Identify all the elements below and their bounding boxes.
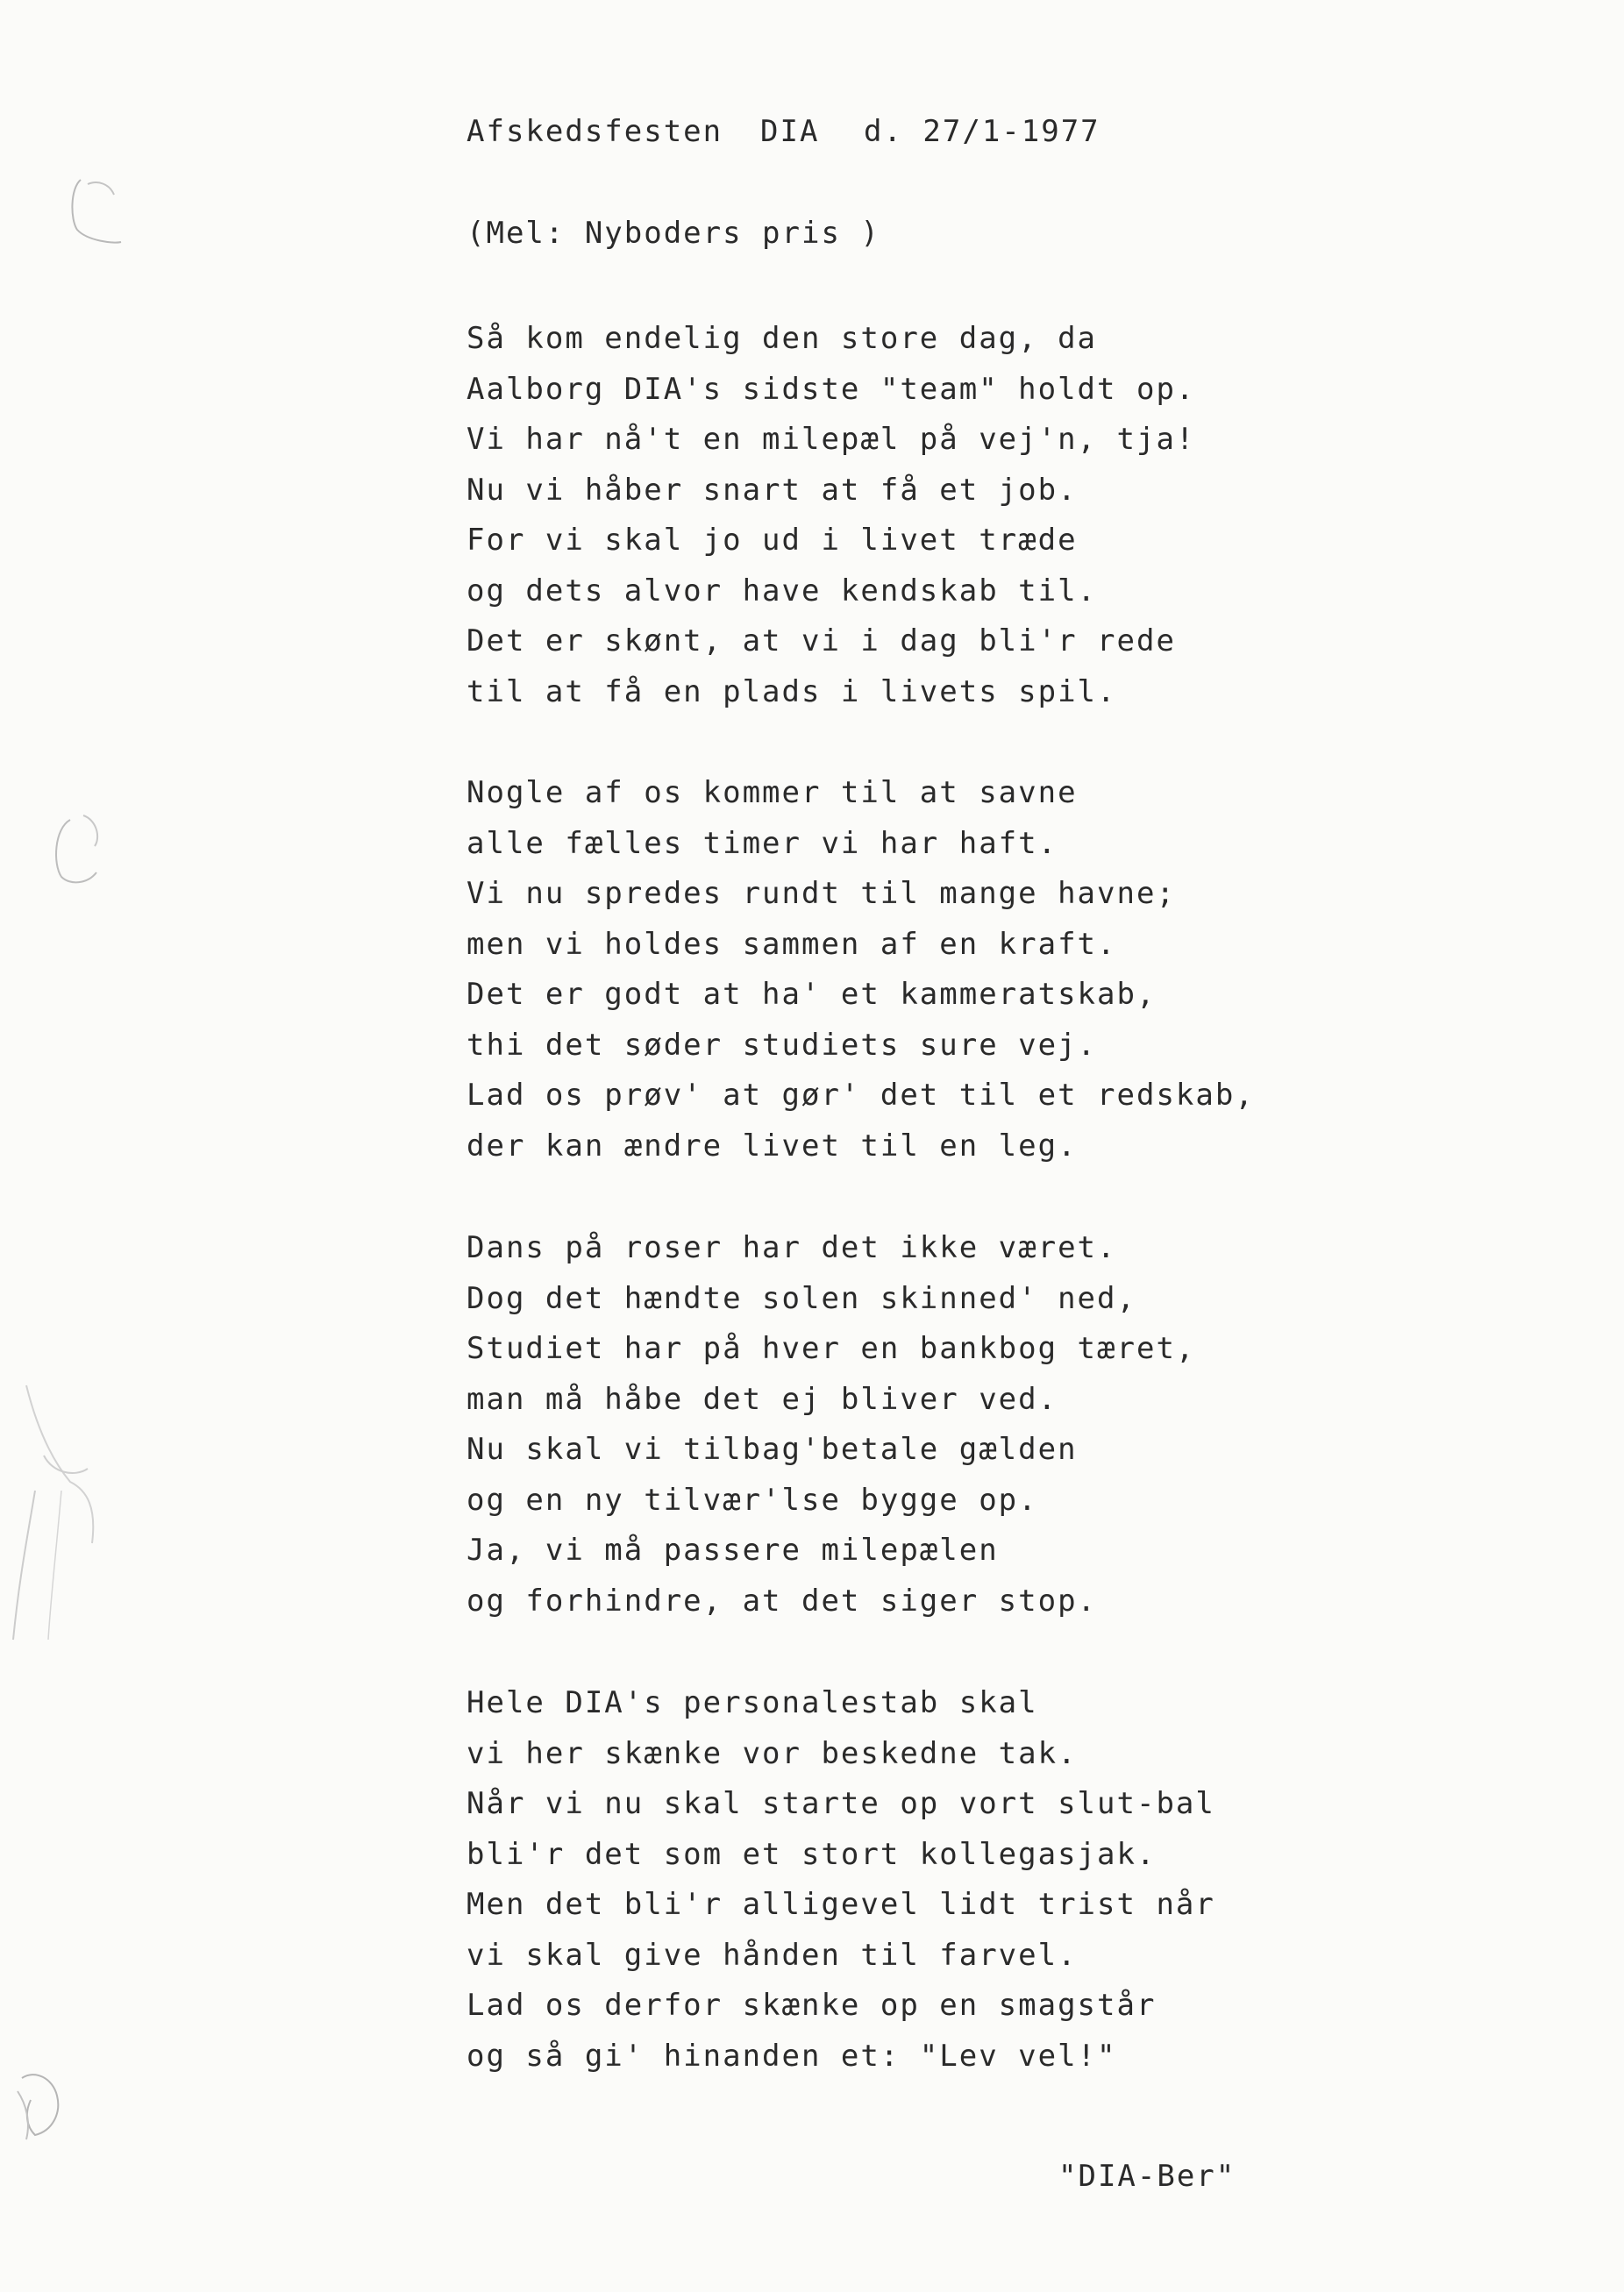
stanza-line: thi det søder studiets sure vej. — [467, 1027, 1098, 1063]
document-header — [467, 114, 1100, 149]
stanza-line: Dans på roser har det ikke været. — [467, 1230, 1117, 1265]
stanza-line: Nogle af os kommer til at savne — [467, 775, 1078, 810]
stanza-line: Vi nu spredes rundt til mange havne; — [467, 876, 1176, 911]
stanza-line: Dog det hændte solen skinned' ned, — [467, 1280, 1136, 1316]
melody-note: (Mel: Nyboders pris ) — [467, 216, 880, 251]
stanza-4 — [467, 1678, 1215, 2082]
stanza-line: Nu skal vi tilbag'betale gælden — [467, 1432, 1078, 1467]
stanza-line: man må håbe det ej bliver ved. — [467, 1381, 1058, 1417]
stanza-line: Lad os derfor skænke op en smagstår — [467, 1988, 1157, 2023]
stanza-line: og så gi' hinanden et: "Lev vel!" — [467, 2038, 1117, 2074]
stanza-line: til at få en plads i livets spil. — [467, 673, 1117, 709]
event-title: Afskedsfesten — [467, 114, 723, 149]
stanza-line: Når vi nu skal starte op vort slut-bal — [467, 1786, 1215, 1821]
signature: "DIA-Ber" — [1058, 2159, 1236, 2194]
stanza-line: bli'r det som et stort kollegasjak. — [467, 1836, 1157, 1872]
punch-hole-marks — [0, 0, 140, 2292]
stanza-line: og en ny tilvær'lse bygge op. — [467, 1482, 1038, 1518]
stanza-line: vi her skænke vor beskedne tak. — [467, 1735, 1078, 1771]
stanza-line: Så kom endelig den store dag, da — [467, 321, 1098, 356]
stanza-line: der kan ændre livet til en leg. — [467, 1128, 1078, 1164]
stanza-line: og forhindre, at det siger stop. — [467, 1583, 1098, 1619]
stanza-line: Ja, vi må passere milepælen — [467, 1533, 999, 1568]
stanza-3 — [467, 1223, 1195, 1626]
stanza-line: Aalborg DIA's sidste "team" holdt op. — [467, 371, 1196, 407]
event-date: d. 27/1-1977 — [864, 114, 1100, 149]
stanza-line: vi skal give hånden til farvel. — [467, 1937, 1078, 1973]
stanza-line: For vi skal jo ud i livet træde — [467, 523, 1078, 558]
stanza-line: alle fælles timer vi har haft. — [467, 825, 1058, 861]
stanza-line: Det er skønt, at vi i dag bli'r rede — [467, 623, 1176, 658]
stanza-line: Lad os prøv' at gør' det til et redskab, — [467, 1078, 1255, 1113]
stanza-line: Vi har nå't en milepæl på vej'n, tja! — [467, 422, 1196, 457]
stanza-line: Nu vi håber snart at få et job. — [467, 472, 1078, 508]
stanza-line: Studiet har på hver en bankbog tæret, — [467, 1331, 1196, 1366]
organization-name: DIA — [760, 114, 820, 149]
stanza-line: og dets alvor have kendskab til. — [467, 573, 1098, 609]
stanza-line: Det er godt at ha' et kammeratskab, — [467, 977, 1157, 1012]
stanza-2 — [467, 768, 1255, 1171]
stanza-line: men vi holdes sammen af en kraft. — [467, 926, 1117, 962]
stanza-1 — [467, 314, 1195, 717]
stanza-line: Hele DIA's personalestab skal — [467, 1685, 1038, 1720]
stanza-line: Men det bli'r alligevel lidt trist når — [467, 1887, 1215, 1922]
